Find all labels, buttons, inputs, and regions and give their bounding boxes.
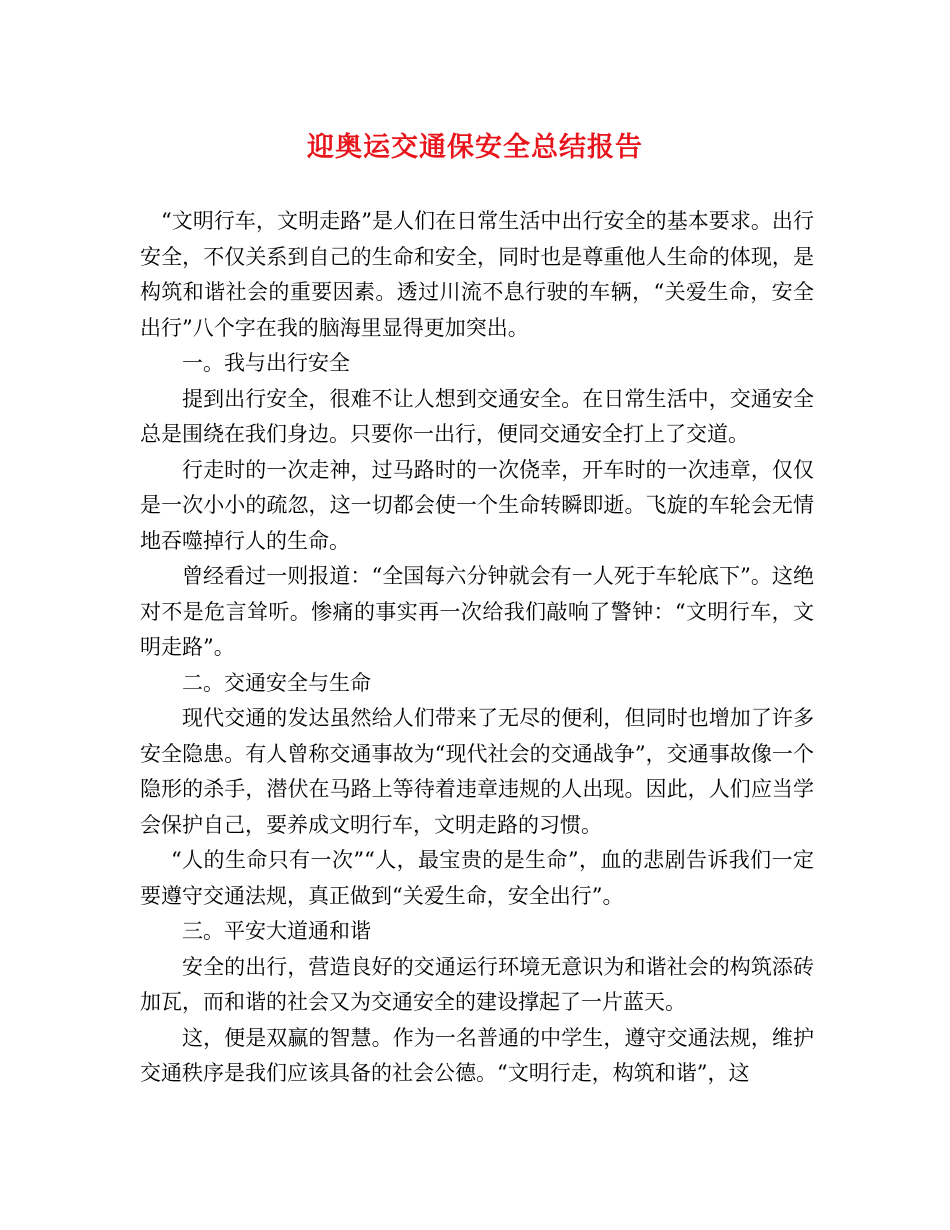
paragraph: 现代交通的发达虽然给人们带来了无尽的便利，但同时也增加了许多安全隐患。有人曾称交通事故为“现代社会的交通战争”，交通事故像一个隐形的杀手，潜伏在马路上等待着违章违规的人出现。因此，人们应当学会保护自己，要养成文明行车，文明走路的习惯。 <box>140 706 814 837</box>
paragraph: “人的生命只有一次”“人，最宝贵的是生命”，血的悲剧告诉我们一定要遵守交通法规，真正做到“关爱生命，安全出行”。 <box>140 848 814 908</box>
section-heading-3: 三。平安大道通和谐 <box>182 919 371 943</box>
document-title: 迎奥运交通保安全总结报告 <box>307 132 643 163</box>
paragraph: 安全的出行，营造良好的交通运行环境无意识为和谐社会的构筑添砖加瓦，而和谐的社会又为交通安全的建设撑起了一片蓝天。 <box>140 954 814 1014</box>
paragraph-intro: “文明行车，文明走路”是人们在日常生活中出行安全的基本要求。出行安全，不仅关系到自己的生命和安全，同时也是尊重他人生命的体现，是构筑和谐社会的重要因素。透过川流不息行驶的车辆，“关爱生命，安全出行”八个字在我的脑海里显得更加突出。 <box>140 209 814 340</box>
paragraph: 曾经看过一则报道：“全国每六分钟就会有一人死于车轮底下”。这绝对不是危言耸听。惨痛的事实再一次给我们敲响了警钟：“文明行车，文明走路”。 <box>140 564 814 659</box>
paragraph: 提到出行安全，很难不让人想到交通安全。在日常生活中，交通安全总是围绕在我们身边。只要你一出行，便同交通安全打上了交道。 <box>140 386 814 446</box>
document-body <box>140 204 814 1092</box>
paragraph: 行走时的一次走神，过马路时的一次侥幸，开车时的一次违章，仅仅是一次小小的疏忽，这一切都会使一个生命转瞬即逝。飞旋的车轮会无情地吞噬掉行人的生命。 <box>140 457 814 553</box>
paragraph: 这，便是双赢的智慧。作为一名普通的中学生，遵守交通法规，维护交通秩序是我们应该具备的社会公德。“文明行走，构筑和谐”，这 <box>140 1025 814 1085</box>
section-heading-2: 二。交通安全与生命 <box>182 670 371 695</box>
section-heading-1: 一。我与出行安全 <box>182 351 350 375</box>
